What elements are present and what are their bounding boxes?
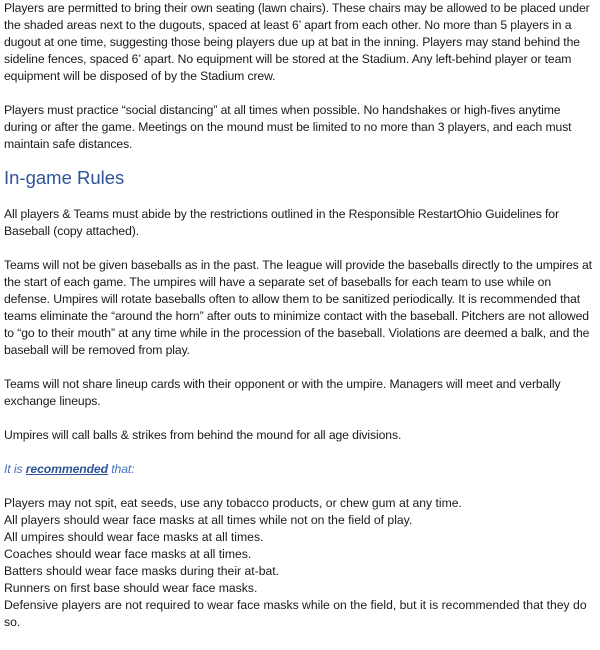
recommended-intro <box>4 461 594 478</box>
recommendation-item: Coaches should wear face masks at all times. <box>4 547 252 561</box>
document-page <box>4 0 594 631</box>
lineup-cards-paragraph: Teams will not share lineup cards with their opponent or with the umpire. Managers will meet and verbally exchange lineups. <box>4 377 561 408</box>
recommended-suffix: that: <box>107 462 135 476</box>
recommendation-item: Defensive players are not required to wear face masks while on the field, but it is recommended that they do so. <box>4 598 587 629</box>
recommendation-item: Batters should wear face masks during their at-bat. <box>4 564 280 578</box>
social-distancing-paragraph: Players must practice “social distancing” at all times when possible. No handshakes or high-fives anytime during or after the game. Meetings on the mound must be limited to no more than 3 players, and each must maintain safe distances. <box>4 103 572 151</box>
recommendations-list <box>4 495 594 631</box>
restart-ohio-paragraph: All players & Teams must abide by the restrictions outlined in the Responsible RestartOhio Guidelines for Baseball (copy attached). <box>4 207 559 238</box>
recommended-prefix: It is <box>4 462 26 476</box>
in-game-rules-heading: In-game Rules <box>4 167 125 188</box>
recommended-emphasis: recommended <box>25 462 108 476</box>
seating-paragraph: Players are permitted to bring their own seating (lawn chairs). These chairs may be allowed to be placed under the shaded areas next to the dugouts, spaced at least 6’ apart from each other. No more than 5 players in a dugout at one time, suggesting those being players due up at bat in the inning. Players may stand behind the sideline fences, spaced 6’ apart. No equipment will be stored at the Stadium. Any left-behind player or team equipment will be disposed of by the Stadium crew. <box>4 1 590 83</box>
recommendation-item: Runners on first base should wear face masks. <box>4 581 258 595</box>
baseballs-paragraph: Teams will not be given baseballs as in the past. The league will provide the baseballs directly to the umpires at the start of each game. The umpires will have a separate set of baseballs for each team to use while on defense. Umpires will rotate baseballs often to allow them to be sanitized periodically. It is recommended that teams eliminate the “around the horn” after outs to minimize contact with the baseball. Pitchers are not allowed to “go to their mouth” at any time while in the procession of the baseball. Violations are deemed a balk, and the baseball will be removed from play. <box>4 258 592 357</box>
recommendation-item: All umpires should wear face masks at all times. <box>4 530 264 544</box>
umpires-paragraph: Umpires will call balls & strikes from behind the mound for all age divisions. <box>4 428 402 442</box>
recommendation-item: All players should wear face masks at all times while not on the field of play. <box>4 513 413 527</box>
recommendation-item: Players may not spit, eat seeds, use any tobacco products, or chew gum at any time. <box>4 496 462 510</box>
